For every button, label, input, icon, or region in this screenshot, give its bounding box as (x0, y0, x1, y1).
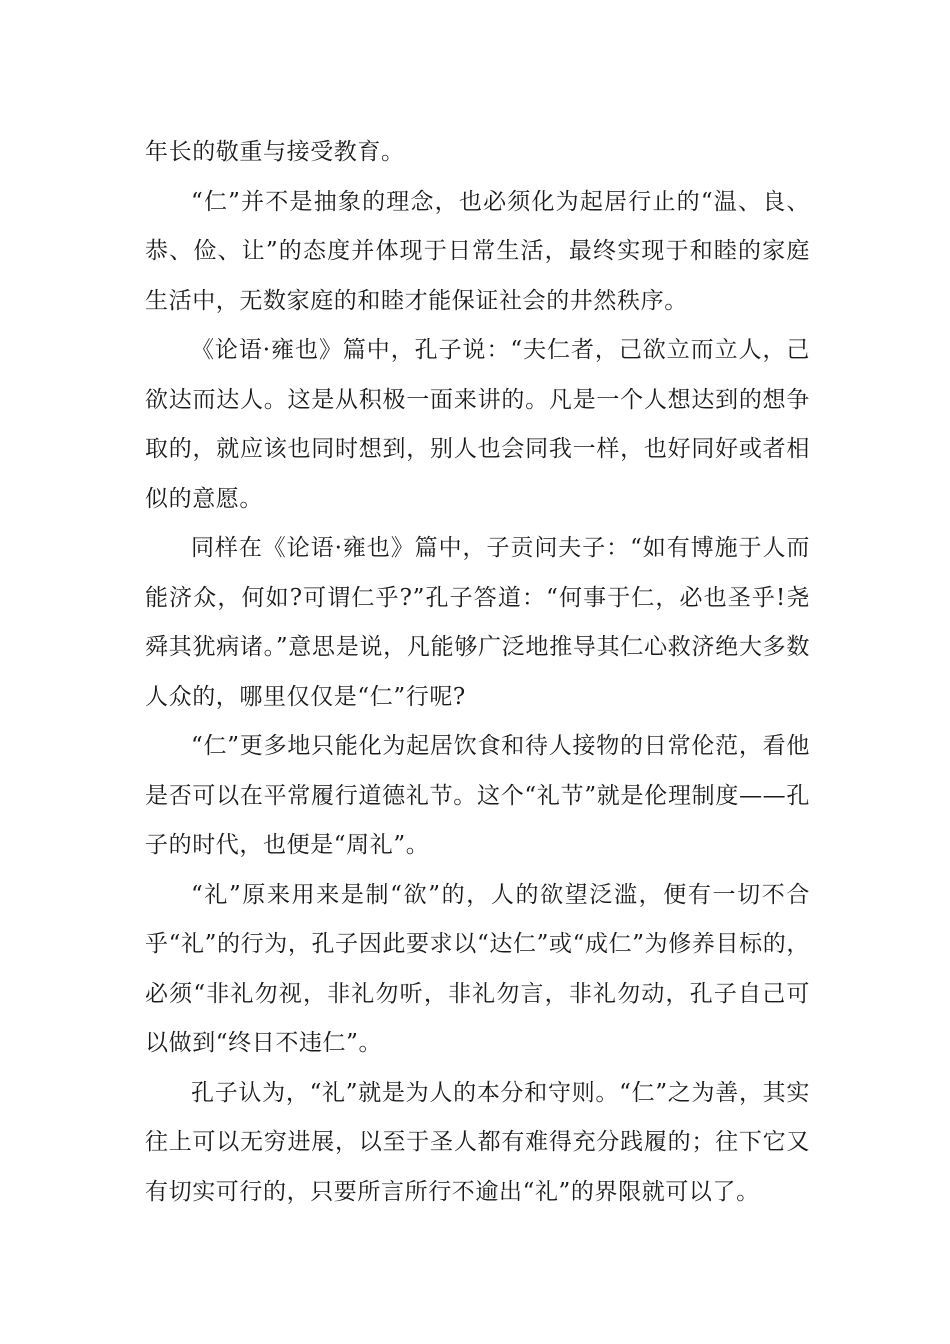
paragraph-yongye-quote: 《论语·雍也》篇中，孔子说：“夫仁者，己欲立而立人，己欲达而达人。这是从积极一面来讲的。凡是一个人想达到的想争取的，就应该也同时想到，别人也会同我一样，也好同好或者相似的意愿。 (145, 337, 810, 512)
paragraph-ren-ethics: “仁”更多地只能化为起居饮食和待人接物的日常伦范，看他是否可以在平常履行道德礼节。这个“礼节”就是伦理制度——孔子的时代，也便是“周礼”。 (145, 733, 810, 858)
paragraph-ren-daily-life: “仁”并不是抽象的理念，也必须化为起居行止的“温、良、恭、俭、让”的态度并体现于日常生活，最终实现于和睦的家庭生活中，无数家庭的和睦才能保证社会的井然秩序。 (145, 188, 810, 314)
paragraph-li-desire: “礼”原来用来是制“欲”的，人的欲望泛滥，便有一切不合乎“礼”的行为，孔子因此要求以“达仁”或“成仁”为修养目标的，必须“非礼勿视，非礼勿听，非礼勿言，非礼勿动，孔子自己可以做到“终日不违仁”。 (145, 881, 810, 1056)
body-text (145, 128, 810, 1217)
paragraph-li-rules: 孔子认为，“礼”就是为人的本分和守则。“仁”之为善，其实往上可以无穷进展，以至于圣人都有难得充分践履的；往下它又有切实可行的，只要所言所行不逾出“礼”的界限就可以了。 (145, 1079, 810, 1205)
paragraph-zigong-question: 同样在《论语·雍也》篇中，子贡问夫子：“如有博施于人而能济众，何如?可谓仁乎?”孔子答道：“何事于仁，必也圣乎!尧舜其犹病诸。”意思是说，凡能够广泛地推导其仁心救济绝大多数人众的，哪里仅仅是“仁”行呢? (145, 535, 810, 710)
paragraph-continuation: 年长的敬重与接受教育。 (145, 139, 405, 165)
